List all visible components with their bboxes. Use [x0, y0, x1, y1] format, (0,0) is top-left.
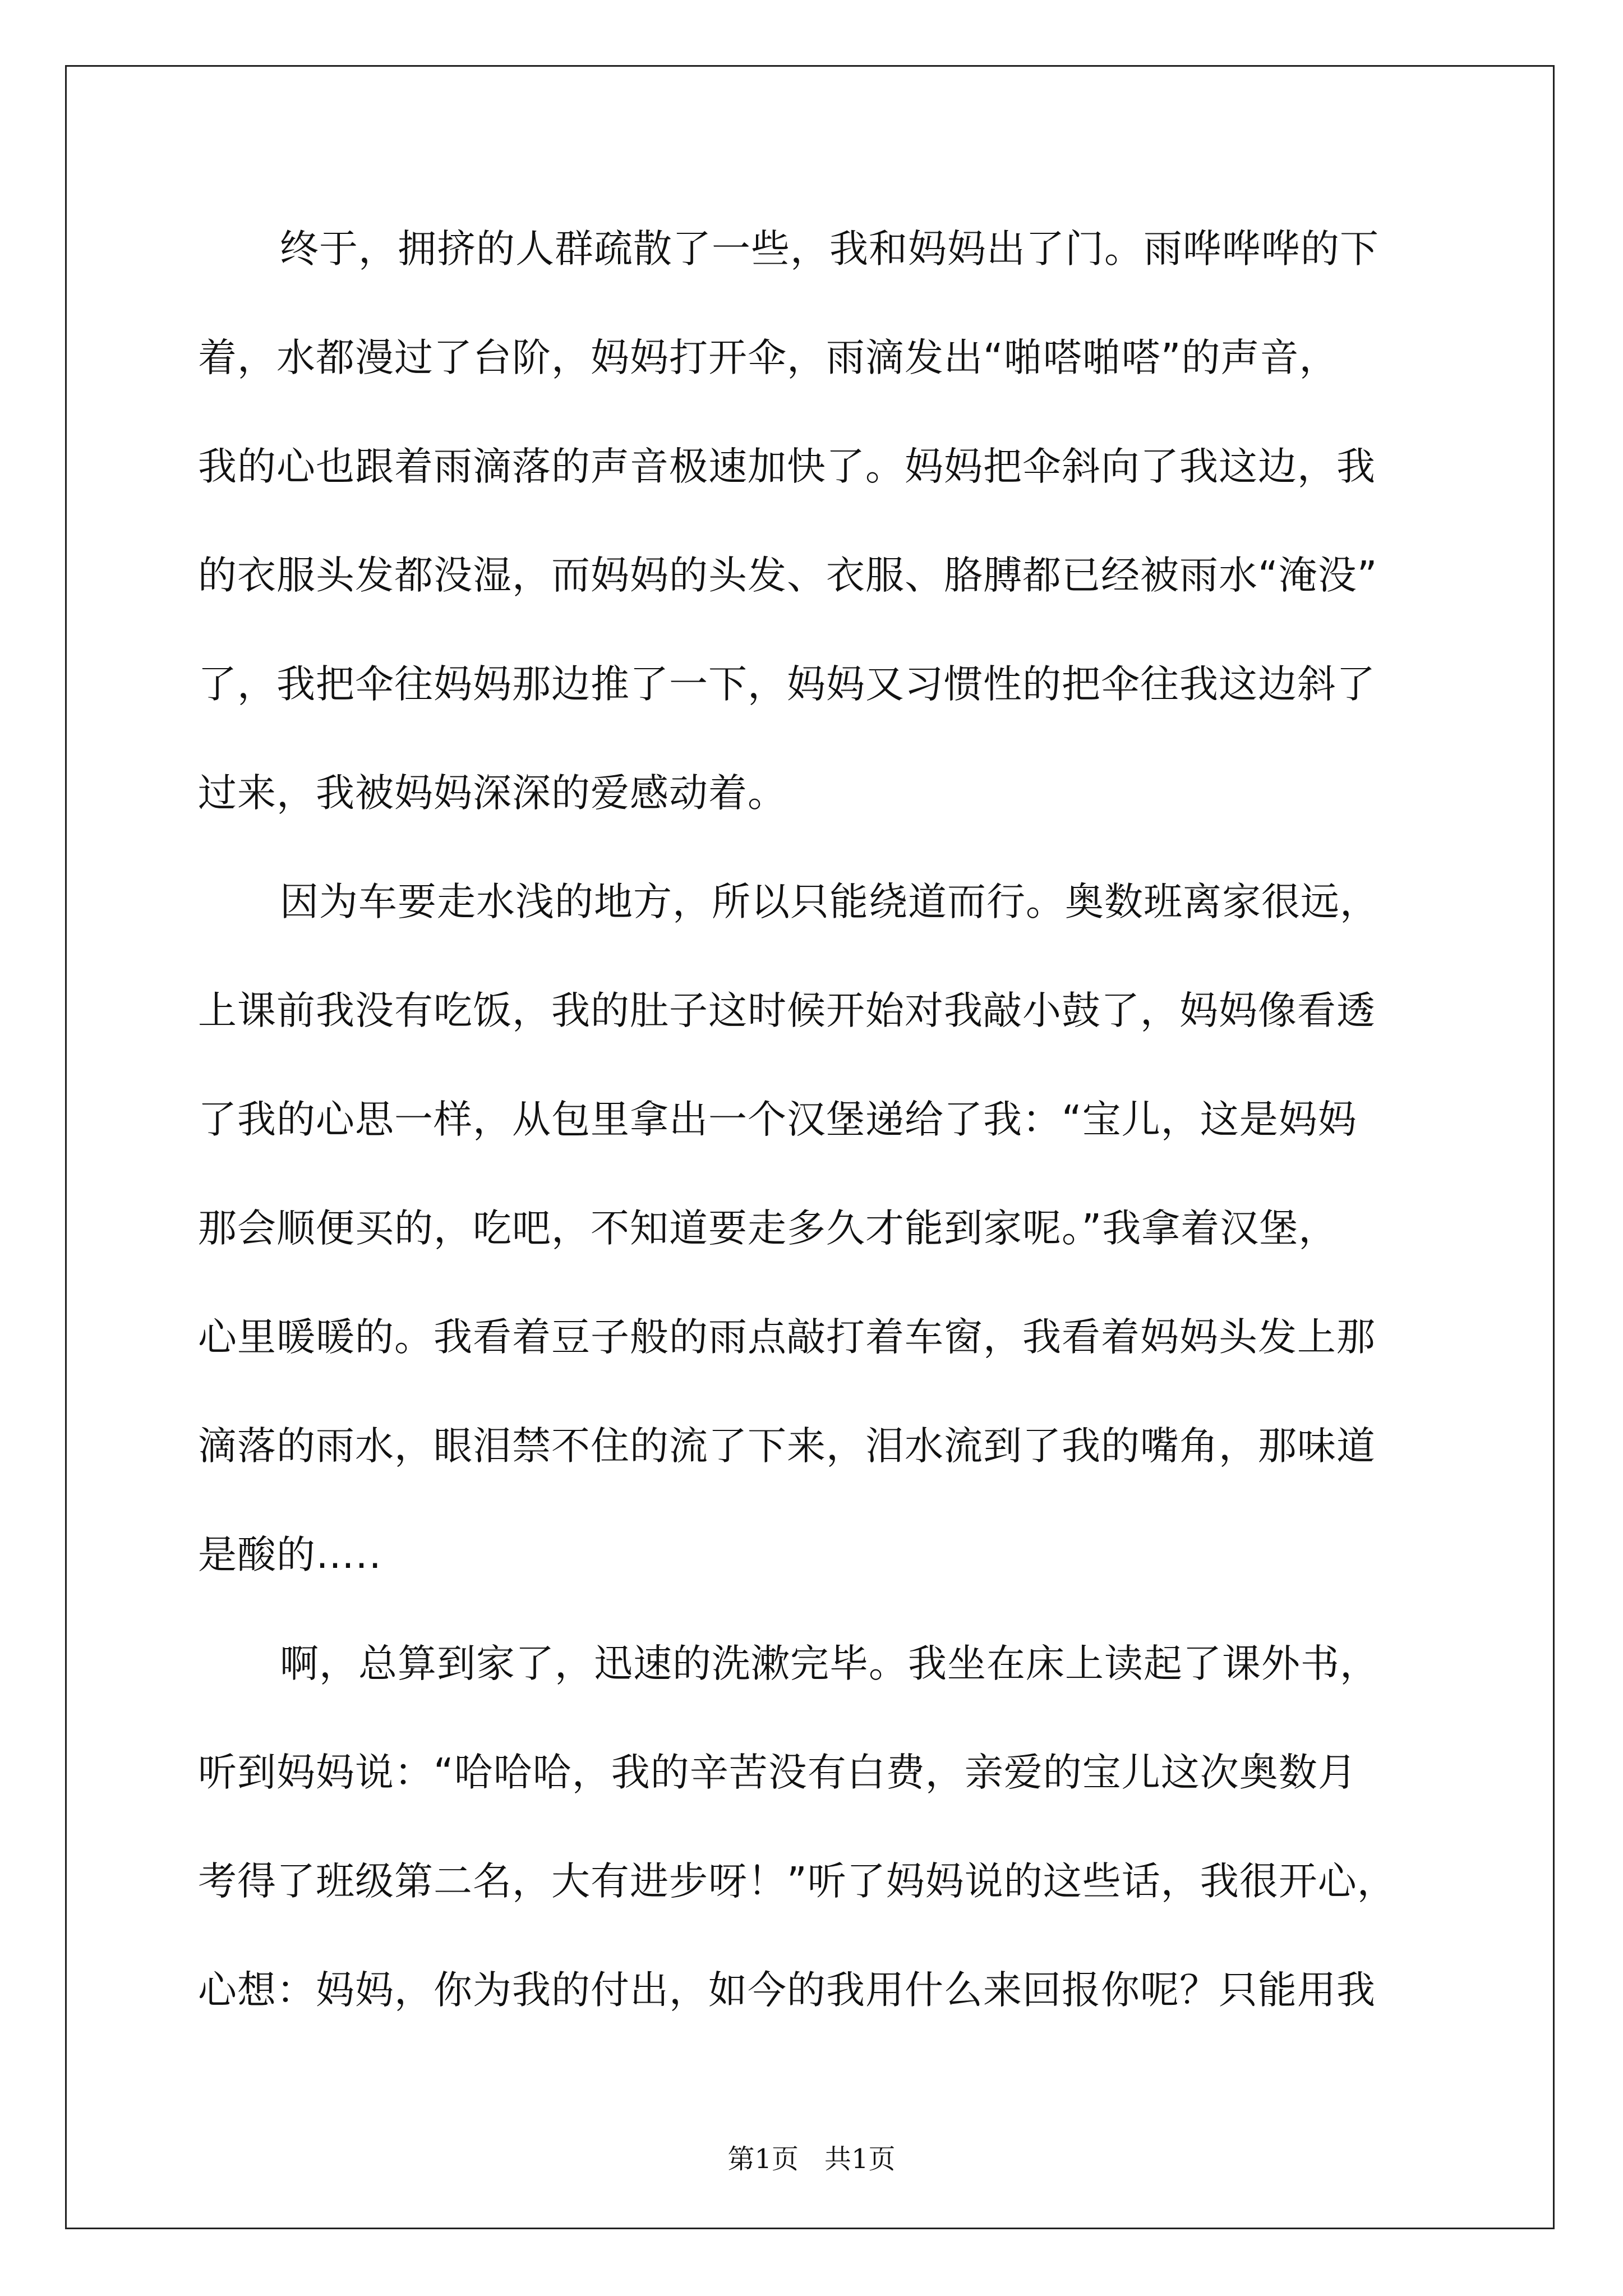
text-line: 终于，拥挤的人群疏散了一些，我和妈妈出了门。雨哗哗哗的下: [280, 227, 1379, 272]
document-body: [198, 210, 1426, 2060]
page-total: 共1页: [824, 2143, 896, 2175]
text-line: 心想：妈妈，你为我的付出，如今的我用什么来回报你呢？只能用我: [198, 1968, 1376, 2013]
text-line: 滴落的雨水，眼泪禁不住的流了下来，泪水流到了我的嘴角，那味道: [198, 1424, 1376, 1469]
paragraph-3: [198, 1625, 1426, 2060]
text-line: 因为车要走水浅的地方，所以只能绕道而行。奥数班离家很远，: [280, 880, 1379, 924]
paragraph-2: [198, 863, 1426, 1625]
text-line: 上课前我没有吃饭，我的肚子这时候开始对我敲小鼓了，妈妈像看透: [198, 988, 1376, 1033]
text-line: 听到妈妈说：“哈哈哈，我的辛苦没有白费，亲爱的宝儿这次奥数月: [198, 1750, 1357, 1795]
text-line: 了，我把伞往妈妈那边推了一下，妈妈又习惯性的把伞往我这边斜了: [198, 662, 1376, 707]
text-line: 了我的心思一样，从包里拿出一个汉堡递给了我：“宝儿，这是妈妈: [198, 1097, 1357, 1142]
text-line: 着，水都漫过了台阶，妈妈打开伞，雨滴发出“啪嗒啪嗒”的声音，: [198, 335, 1339, 380]
text-line: 那会顺便买的，吃吧，不知道要走多久才能到家呢。”我拿着汉堡，: [198, 1206, 1338, 1251]
text-line: 是酸的…․․: [198, 1533, 382, 1577]
text-line: 我的心也跟着雨滴落的声音极速加快了。妈妈把伞斜向了我这边，我: [198, 444, 1376, 489]
page-footer: [0, 2137, 1623, 2176]
page-number: 第1页: [727, 2143, 799, 2175]
text-line: 考得了班级第二名，大有进步呀！”听了妈妈说的这些话，我很开心，: [198, 1859, 1396, 1904]
text-line: 的衣服头发都没湿，而妈妈的头发、衣服、胳膊都已经被雨水“淹没”: [198, 553, 1378, 598]
text-line: 啊，总算到家了，迅速的洗漱完毕。我坐在床上读起了课外书，: [280, 1641, 1379, 1686]
text-line: 心里暖暖的。我看着豆子般的雨点敲打着车窗，我看着妈妈头发上那: [198, 1315, 1376, 1360]
paragraph-1: [198, 210, 1426, 863]
text-line: 过来，我被妈妈深深的爱感动着。: [198, 771, 787, 816]
